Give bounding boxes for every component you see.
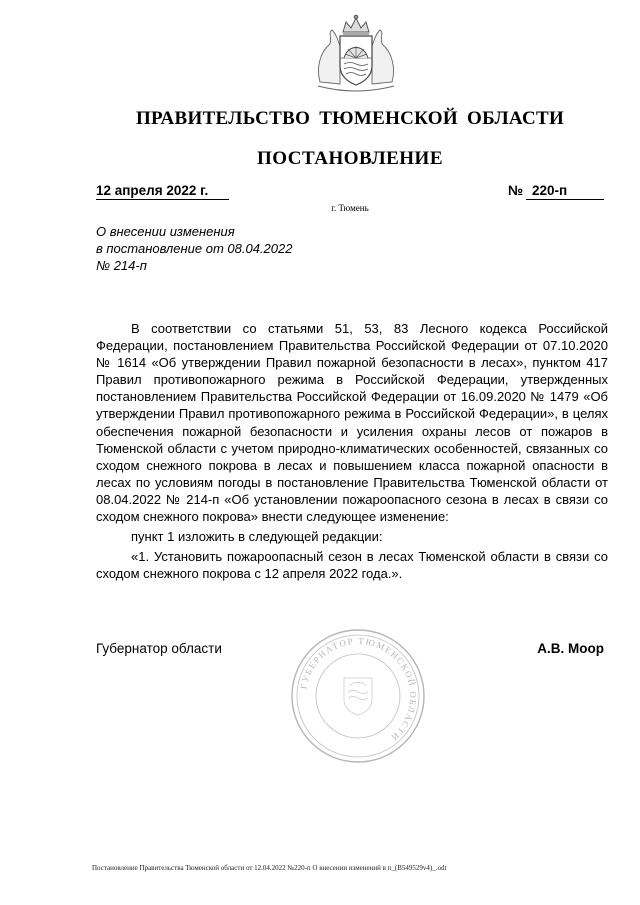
subject-line: в постановление от 08.04.2022 [96,241,293,256]
document-type-heading: ПОСТАНОВЛЕНИЕ [256,148,444,169]
number-sign: № [508,183,524,198]
subject-line: № 214-п [96,258,147,273]
seal-text: ГУБЕРНАТОР ТЮМЕНСКОЙ ОБЛАСТИ [298,635,419,744]
body-paragraph: «1. Установить пожароопасный сезон в лесах Тюменской области в связи со сходом снежного покрова с 12 апреля 2022 года.». [96,549,608,582]
subject-line: О внесении изменения [96,224,235,239]
document-number: 220-п [526,183,604,200]
body-paragraph: В соответствии со статьями 51, 53, 83 Лесного кодекса Российской Федерации, постановлением Правительства Российской Федерации от 07.10.2020 № 1614 «Об утверждении Правил пожарной безопасности в лесах», пунктом 417 Правил противопожарного режима в Российской Федерации, утвержденных постановлением Правительства Российской Федерации от 16.09.2020 № 1479 «Об утверждении Правил противопожарного режима в Российской Федерации», в целях обеспечения пожарной безопасности и усиления охраны лесов от пожаров в Тюменской области с учетом природно-климатических особенностей, связанных со сходом снежного покрова в лесах и повышением класса пожарной опасности в лесах по условиям погоды в постановление Правительства Тюменской области от 08.04.2022 № 214-п «Об установлении пожароопасного сезона в лесах в связи со сходом снежного покрова» внести следующее изменение: [96,321,608,525]
signer-position: Губернатор области [96,641,222,656]
signer-name: А.В. Моор [537,641,604,656]
official-seal-stamp [288,626,428,766]
organization-title: ПРАВИТЕЛЬСТВО ТЮМЕНСКОЙ ОБЛАСТИ [135,108,565,129]
tyumen-coat-of-arms-emblem [310,12,402,96]
document-footer: Постановление Правительства Тюменской области от 12.04.2022 №220-п О внесении изменений в п_(B549529v4)_.odt [92,864,447,872]
document-body [96,320,608,582]
document-subject [96,223,292,274]
city-label: г. Тюмень [331,203,369,213]
body-paragraph: пункт 1 изложить в следующей редакции: [131,529,383,545]
document-date: 12 апреля 2022 г. [96,183,229,200]
